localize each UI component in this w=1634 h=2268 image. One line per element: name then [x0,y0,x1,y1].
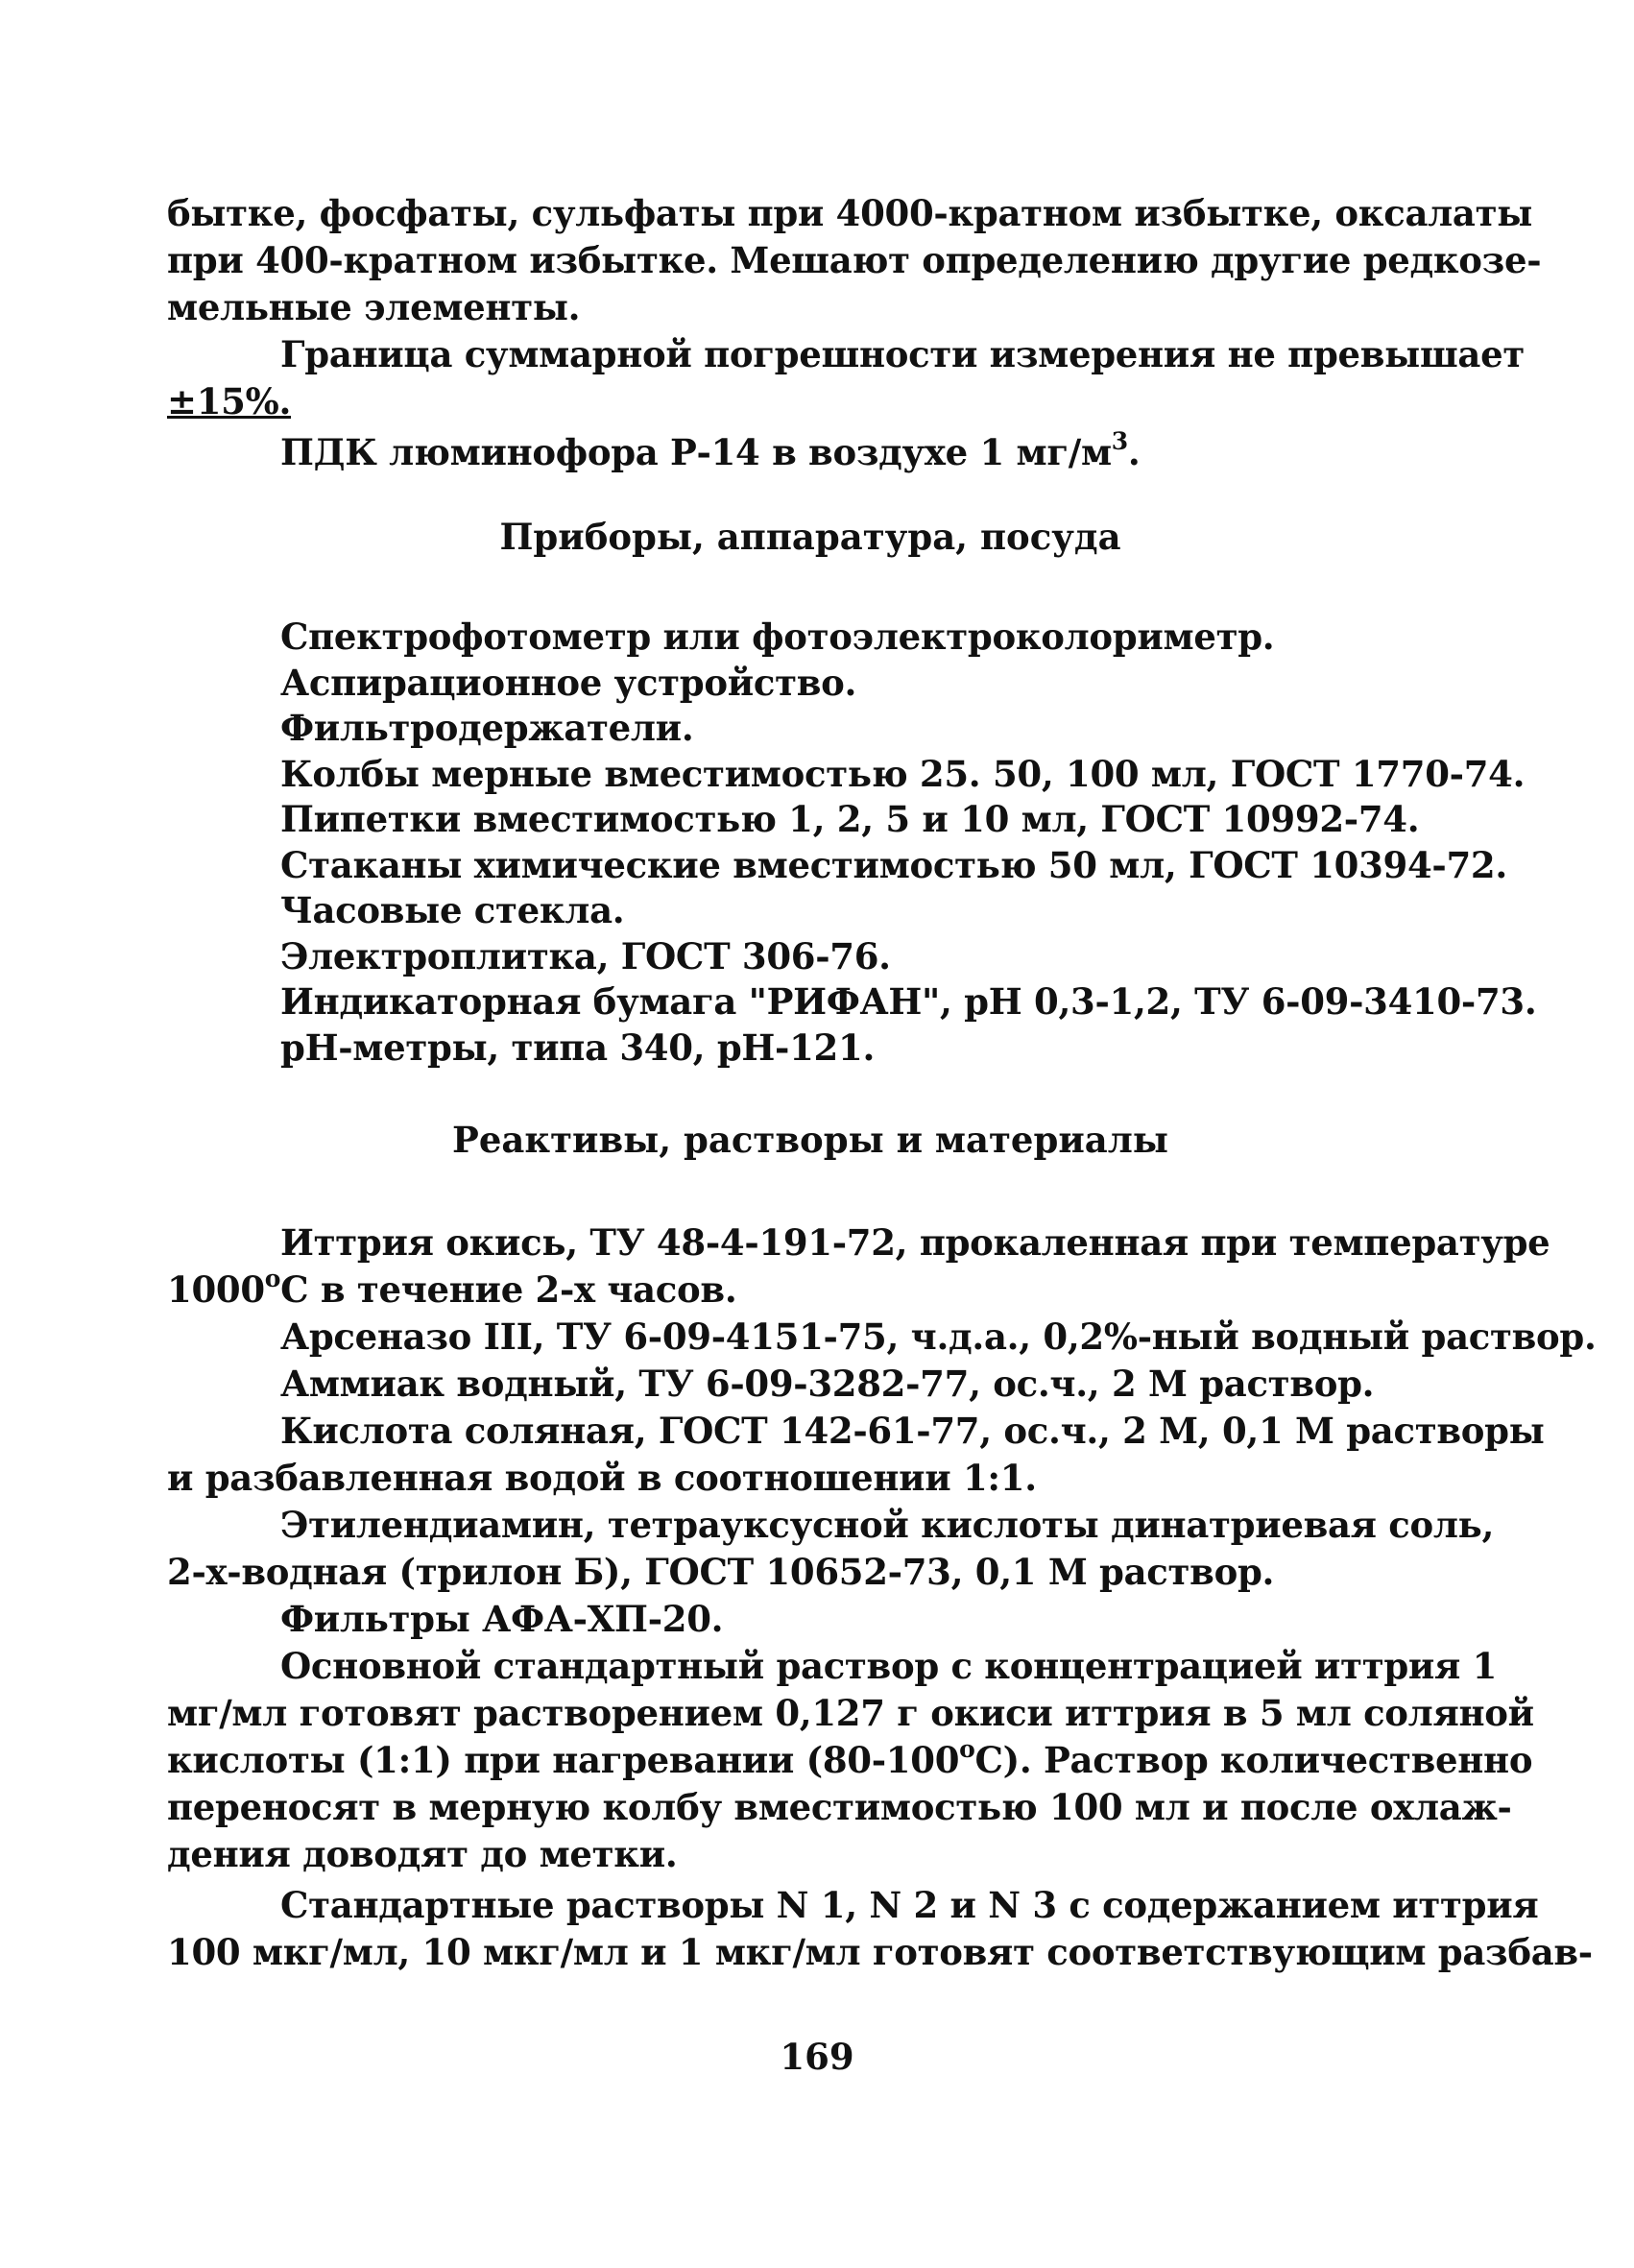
text-line: мг/мл готовят растворением 0,127 г окиси иттрия в 5 мл соляной [167,1692,1534,1734]
list-item: Спектрофотометр или фотоэлектроколориметр. [280,615,1275,658]
pdk-text: ПДК люминофора Р-14 в воздухе 1 мг/м [280,431,1112,473]
section-heading-equipment: Приборы, аппаратура, посуда [499,516,1121,558]
reagents-text [167,1219,1597,1976]
list-item: Индикаторная бумага "РИФАН", рН 0,3-1,2, ТУ 6-09-3410-73. [280,980,1537,1023]
list-item: Колбы мерные вместимостью 25. 50, 100 мл, ГОСТ 1770-74. [280,752,1526,795]
pdk-exponent: 3 [1111,427,1128,455]
text-line: Основной стандартный раствор с концентрацией иттрия 1 [280,1645,1498,1687]
pdk-paragraph: ПДК люминофора Р-14 в воздухе 1 $мг/м^3$. [280,427,1141,473]
text-line: 2-х-водная (трилон Б), ГОСТ 10652-73, 0,1 М раствор. [167,1551,1275,1593]
list-item: Электроплитка, ГОСТ 306-76. [280,934,891,977]
page-number: 169 [780,2036,854,2078]
error-paragraph [167,331,1525,425]
equipment-list [280,615,1537,1071]
text-line: Иттрия окись, ТУ 48-4-191-72, прокаленная при температуре [280,1221,1550,1264]
list-item: Часовые стекла. [280,889,625,931]
text-line: кислоты (1:1) при нагревании $(80-100^оС)$. Раствор количественно [167,1735,1533,1781]
text-line: Фильтры АФА-ХП-20. [280,1598,724,1640]
text-line: мельные элементы. [167,286,581,328]
text-line: Аммиак водный, ТУ 6-09-3282-77, ос.ч., 2 М раствор. [280,1363,1375,1405]
list-item: Стаканы химические вместимостью 50 мл, ГОСТ 10394-72. [280,843,1507,886]
text-line: Этилендиамин, тетрауксусной кислоты динатриевая соль, [280,1504,1495,1546]
text-line: и разбавленная водой в соотношении 1:1. [167,1457,1037,1499]
text-line: $1000^оС$ в течение 2-х часов. [167,1265,737,1311]
text-line: при 400-кратном избытке. Мешают определению другие редкозе- [167,239,1542,281]
list-item: Фильтродержатели. [280,707,694,749]
text-line: бытке, фосфаты, сульфаты при 4000-кратном избытке, оксалаты [167,192,1533,234]
section-heading-reagents: Реактивы, растворы и материалы [452,1119,1168,1161]
list-item: Пипетки вместимостью 1, 2, 5 и 10 мл, ГОСТ 10992-74. [280,798,1420,840]
text-line: Граница суммарной погрешности измерения не превышает [280,333,1525,375]
error-value: ±15%. [167,380,292,422]
text-line: переносят в мерную колбу вместимостью 100 мл и после охлаж- [167,1786,1512,1828]
degree-sign: о [959,1735,975,1763]
intro-paragraph [167,190,1542,331]
list-item: Аспирационное устройство. [280,661,857,704]
list-item: рН-метры, типа 340, рН-121. [280,1025,876,1069]
text-line: Арсеназо III, ТУ 6-09-4151-75, ч.д.а., 0,2%-ный водный раствор. [280,1315,1597,1358]
degree-sign: о [264,1265,281,1292]
text-line: Стандартные растворы N 1, N 2 и N 3 с содержанием иттрия [280,1884,1539,1926]
text-line: Кислота соляная, ГОСТ 142-61-77, ос.ч., 2 М, 0,1 М растворы [280,1410,1545,1452]
text-line: дения доводят до метки. [167,1833,678,1875]
text-line: 100 мкг/мл, 10 мкг/мл и 1 мкг/мл готовят соответствующим разбав- [167,1931,1593,1973]
